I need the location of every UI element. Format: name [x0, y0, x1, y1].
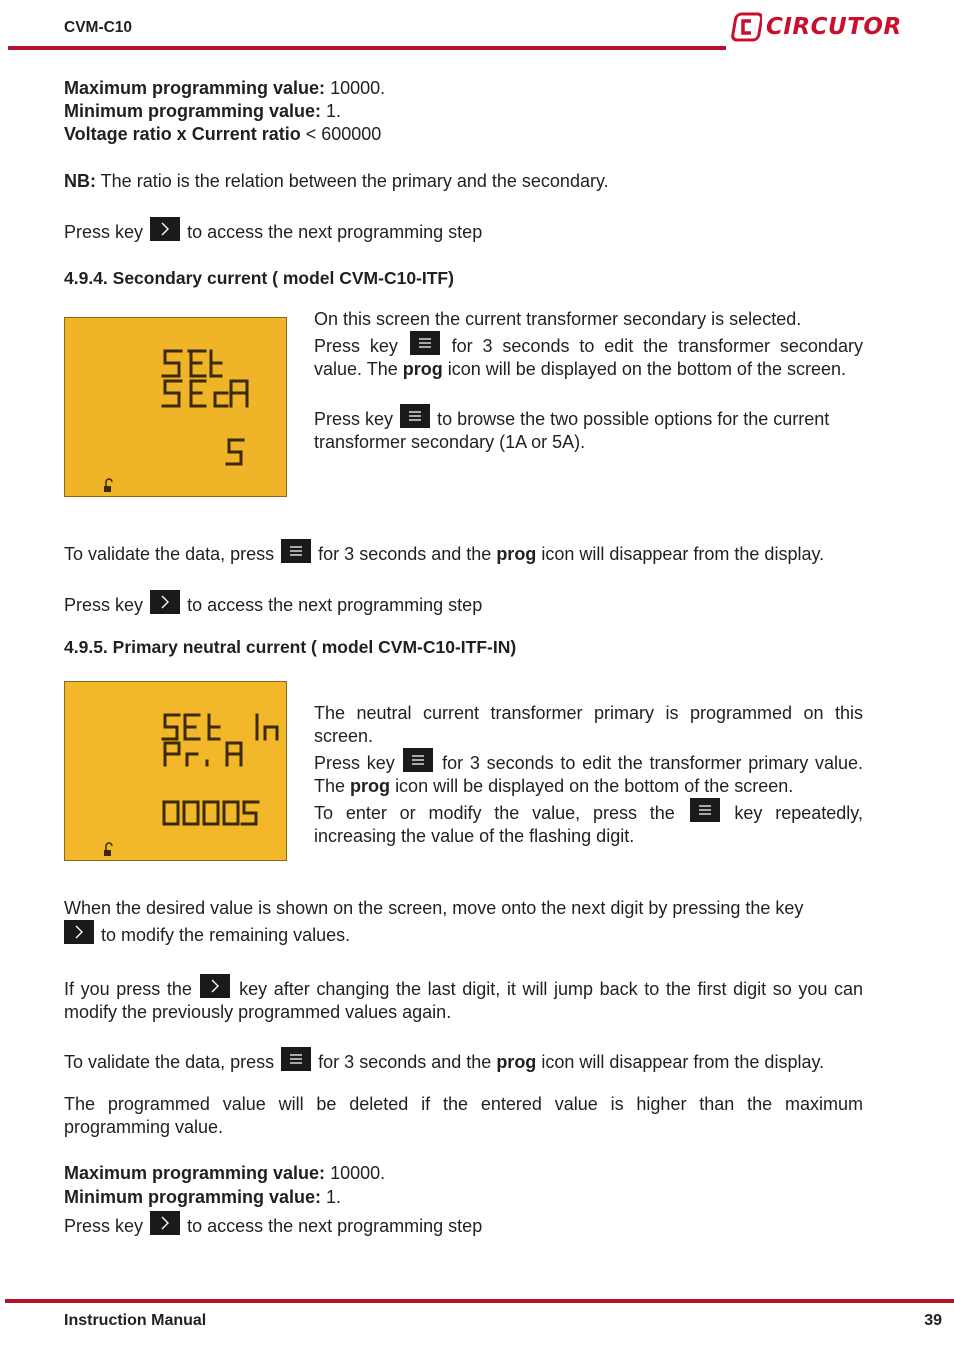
nb-note — [64, 170, 609, 193]
secondary-edit-instruction: Press key for 3 seconds to edit the transformer secondary value. The prog icon will be displayed on the bottom of the screen. — [314, 331, 863, 381]
neutral-intro: The neutral current transformer primary is programmed on this screen. — [314, 703, 863, 746]
next-key-icon — [64, 920, 94, 944]
nb-text: The ratio is the relation between the primary and the secondary. — [96, 171, 609, 191]
menu-key-icon — [400, 404, 430, 428]
press-key-text: Press key — [64, 222, 144, 242]
menu-key-icon — [281, 539, 311, 563]
min-programming-line-2: Minimum programming value: 1. — [64, 1187, 342, 1207]
next-key-icon — [200, 974, 230, 998]
neutral-description — [314, 702, 863, 848]
footer-title: Instruction Manual — [64, 1312, 207, 1329]
ratio-label: Voltage ratio x Current ratio — [64, 124, 301, 144]
validate-secondary: To validate the data, press for 3 seconds and the prog icon will disappear from the display. — [64, 539, 824, 566]
max-programming-line — [64, 77, 385, 100]
lock-icon — [104, 479, 112, 492]
min-value: 1. — [321, 101, 342, 121]
page-number: 39 — [924, 1312, 942, 1329]
menu-key-icon — [281, 1047, 311, 1071]
press-next-3: Press key to access the next programming step — [64, 1211, 482, 1238]
header-title: CVM-C10 — [64, 19, 133, 36]
press-next-2: Press key to access the next programming step — [64, 590, 482, 617]
loop-instruction: If you press the key after changing the last digit, it will jump back to the first digit so you can modify the previously programmed values again. — [64, 974, 863, 1024]
max-value: 10000. — [325, 78, 386, 98]
section-heading-secondary-current: 4.9.4. Secondary current ( model CVM-C10-ITF) — [64, 268, 454, 288]
footer-rule — [5, 1299, 954, 1303]
menu-key-icon — [690, 798, 720, 822]
lock-icon — [104, 843, 112, 856]
neutral-modify-instruction: To enter or modify the value, press the key repeatedly, increasing the value of the flashing digit. — [314, 798, 863, 848]
nb-label: NB: — [64, 171, 96, 191]
next-key-icon — [150, 1211, 180, 1235]
secondary-description — [314, 308, 863, 454]
brand-logo — [730, 10, 902, 44]
press-next-1 — [64, 217, 482, 244]
secondary-browse-instruction: Press key to browse the two possible options for the current transformer secondary (1A or 5A). — [314, 404, 863, 454]
menu-key-icon — [410, 331, 440, 355]
menu-key-icon — [403, 748, 433, 772]
ratio-value: < 600000 — [300, 124, 382, 144]
validate-neutral: To validate the data, press for 3 seconds and the prog icon will disappear from the display. — [64, 1047, 824, 1074]
ratio-line — [64, 123, 381, 146]
max-programming-line-2: Maximum programming value: 10000. — [64, 1163, 386, 1183]
brand-name: CIRCUTOR — [766, 14, 902, 40]
header-rule — [8, 46, 726, 50]
section-heading-primary-neutral: 4.9.5. Primary neutral current ( model CVM-C10-ITF-IN) — [64, 637, 517, 657]
next-key-icon — [150, 217, 180, 241]
min-programming-line — [64, 100, 341, 123]
deleted-note: The programmed value will be deleted if the entered value is higher than the maximum programming value. — [64, 1094, 863, 1137]
circutor-logo-icon — [730, 11, 762, 43]
lcd-display-secondary — [64, 317, 287, 497]
neutral-edit-instruction: Press key for 3 seconds to edit the transformer primary value. The prog icon will be displayed on the bottom of the screen. — [314, 748, 863, 798]
press-key-suffix: to access the next programming step — [187, 222, 483, 242]
next-digit-instruction: When the desired value is shown on the screen, move onto the next digit by pressing the key to modify the remaining values. — [64, 898, 804, 945]
lcd-display-neutral-primary — [64, 681, 287, 861]
max-label: Maximum programming value: — [64, 78, 326, 98]
secondary-intro: On this screen the current transformer secondary is selected. — [314, 309, 802, 329]
min-label: Minimum programming value: — [64, 101, 322, 121]
next-key-icon — [150, 590, 180, 614]
